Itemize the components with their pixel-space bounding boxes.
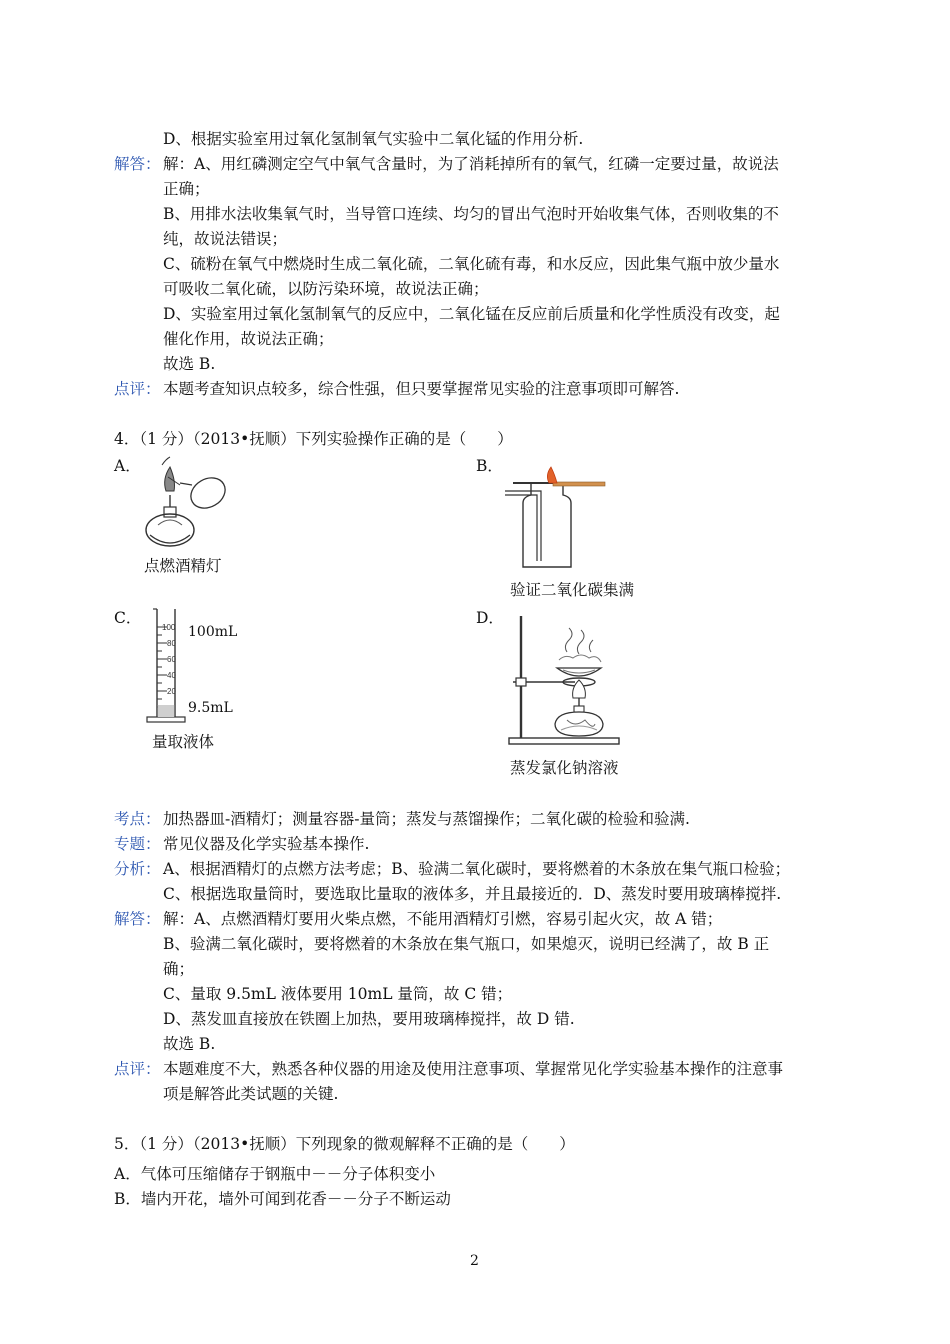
q4-fenxi-label: 分析：	[114, 860, 161, 878]
q4-option-d-caption: 蒸发氯化钠溶液	[510, 759, 619, 777]
q4-option-c-label: C．	[114, 609, 142, 627]
co2-collection-check-icon	[505, 463, 610, 573]
cylinder-reading-label: 9.5mL	[188, 700, 233, 716]
q4-option-a-label: A．	[114, 457, 141, 475]
cylinder-tick-label: 20	[167, 687, 176, 696]
evaporation-setup-icon	[505, 612, 630, 752]
q4-stem: 4．（1 分）（2013•抚顺）下列实验操作正确的是（ ）	[114, 430, 513, 448]
q4-answer-line: 故选 B.	[163, 1035, 216, 1053]
q3-comment: 本题考查知识点较多，综合性强，但只要掌握常见实验的注意事项即可解答.	[163, 380, 680, 398]
q4-zhuanti-label: 专题：	[114, 835, 161, 853]
q5-stem: 5．（1 分）（2013•抚顺）下列现象的微观解释不正确的是（ ）	[114, 1135, 575, 1153]
q3-answer-line: D、实验室用过氧化氢制氧气的反应中，二氧化锰在反应前后质量和化学性质没有改变，起	[163, 305, 780, 323]
q4-comment-line: 项是解答此类试题的关键.	[163, 1085, 339, 1103]
page-number: 2	[470, 1253, 479, 1269]
q4-answer-line: 解：A、点燃酒精灯要用火柴点燃，不能用酒精灯引燃，容易引起火灾，故 A 错；	[163, 910, 723, 928]
q4-answer-line: C、量取 9.5mL 液体要用 10mL 量筒，故 C 错；	[163, 985, 513, 1003]
q4-option-c-caption: 量取液体	[152, 733, 215, 751]
q4-option-d-label: D．	[476, 609, 504, 627]
q3-answer-line: 正确；	[163, 180, 210, 198]
q4-option-b-caption: 验证二氧化碳集满	[510, 581, 635, 599]
graduated-cylinder-icon	[145, 605, 255, 730]
q4-answer-line: B、验满二氧化碳时，要将燃着的木条放在集气瓶口，如果熄灭，说明已经满了，故 B 正	[163, 935, 770, 953]
q5-option-b: B．墙内开花，墙外可闻到花香－－分子不断运动	[114, 1190, 451, 1208]
q3-answer-line: 纯，故说法错误；	[163, 230, 288, 248]
q3-answer-line: C、硫粉在氧气中燃烧时生成二氧化硫，二氧化硫有毒，和水反应，因此集气瓶中放少量水	[163, 255, 780, 273]
q3-analysis-d: D、根据实验室用过氧化氢制氧气实验中二氧化锰的作用分析.	[163, 130, 584, 148]
q5-option-a: A．气体可压缩储存于钢瓶中－－分子体积变小	[114, 1165, 436, 1183]
q3-answer-line: B、用排水法收集氧气时，当导管口连续、均匀的冒出气泡时开始收集气体，否则收集的不	[163, 205, 779, 223]
q4-zhuanti: 常见仪器及化学实验基本操作.	[163, 835, 370, 853]
q4-kaodian: 加热器皿-酒精灯；测量容器-量筒；蒸发与蒸馏操作；二氧化碳的检验和验满.	[163, 810, 690, 828]
q4-answer-line: D、蒸发皿直接放在铁圈上加热，要用玻璃棒搅拌，故 D 错.	[163, 1010, 575, 1028]
q4-answer-label: 解答：	[114, 910, 161, 928]
q4-comment-line: 本题难度不大，熟悉各种仪器的用途及使用注意事项、掌握常见化学实验基本操作的注意事	[163, 1060, 784, 1078]
q4-option-a-caption: 点燃酒精灯	[144, 557, 222, 575]
q3-answer-line: 可吸收二氧化硫，以防污染环境，故说法正确；	[163, 280, 489, 298]
cylinder-tick-label: 40	[167, 671, 176, 680]
cylinder-tick-label: 80	[167, 639, 176, 648]
cylinder-tick-label: 100	[162, 623, 176, 632]
q3-answer-line: 故选 B.	[163, 355, 216, 373]
alcohol-lamp-lighting-icon	[140, 455, 235, 555]
q3-answer-label: 解答：	[114, 155, 161, 173]
q4-fenxi-line: A、根据酒精灯的点燃方法考虑；B、验满二氧化碳时，要将燃着的木条放在集气瓶口检验；	[163, 860, 791, 878]
q4-kaodian-label: 考点：	[114, 810, 161, 828]
q4-fenxi-line: C、根据选取量筒时，要选取比量取的液体多，并且最接近的．D、蒸发时要用玻璃棒搅拌.	[163, 885, 782, 903]
q4-option-b-label: B．	[476, 457, 503, 475]
q3-answer-line: 催化作用，故说法正确；	[163, 330, 334, 348]
cylinder-capacity-label: 100mL	[188, 624, 238, 640]
q3-comment-label: 点评：	[114, 380, 161, 398]
q4-answer-line: 确；	[163, 960, 195, 978]
q3-answer-line: 解：A、用红磷测定空气中氧气含量时，为了消耗掉所有的氧气，红磷一定要过量，故说法	[163, 155, 779, 173]
q4-comment-label: 点评：	[114, 1060, 161, 1078]
cylinder-tick-label: 60	[167, 655, 176, 664]
